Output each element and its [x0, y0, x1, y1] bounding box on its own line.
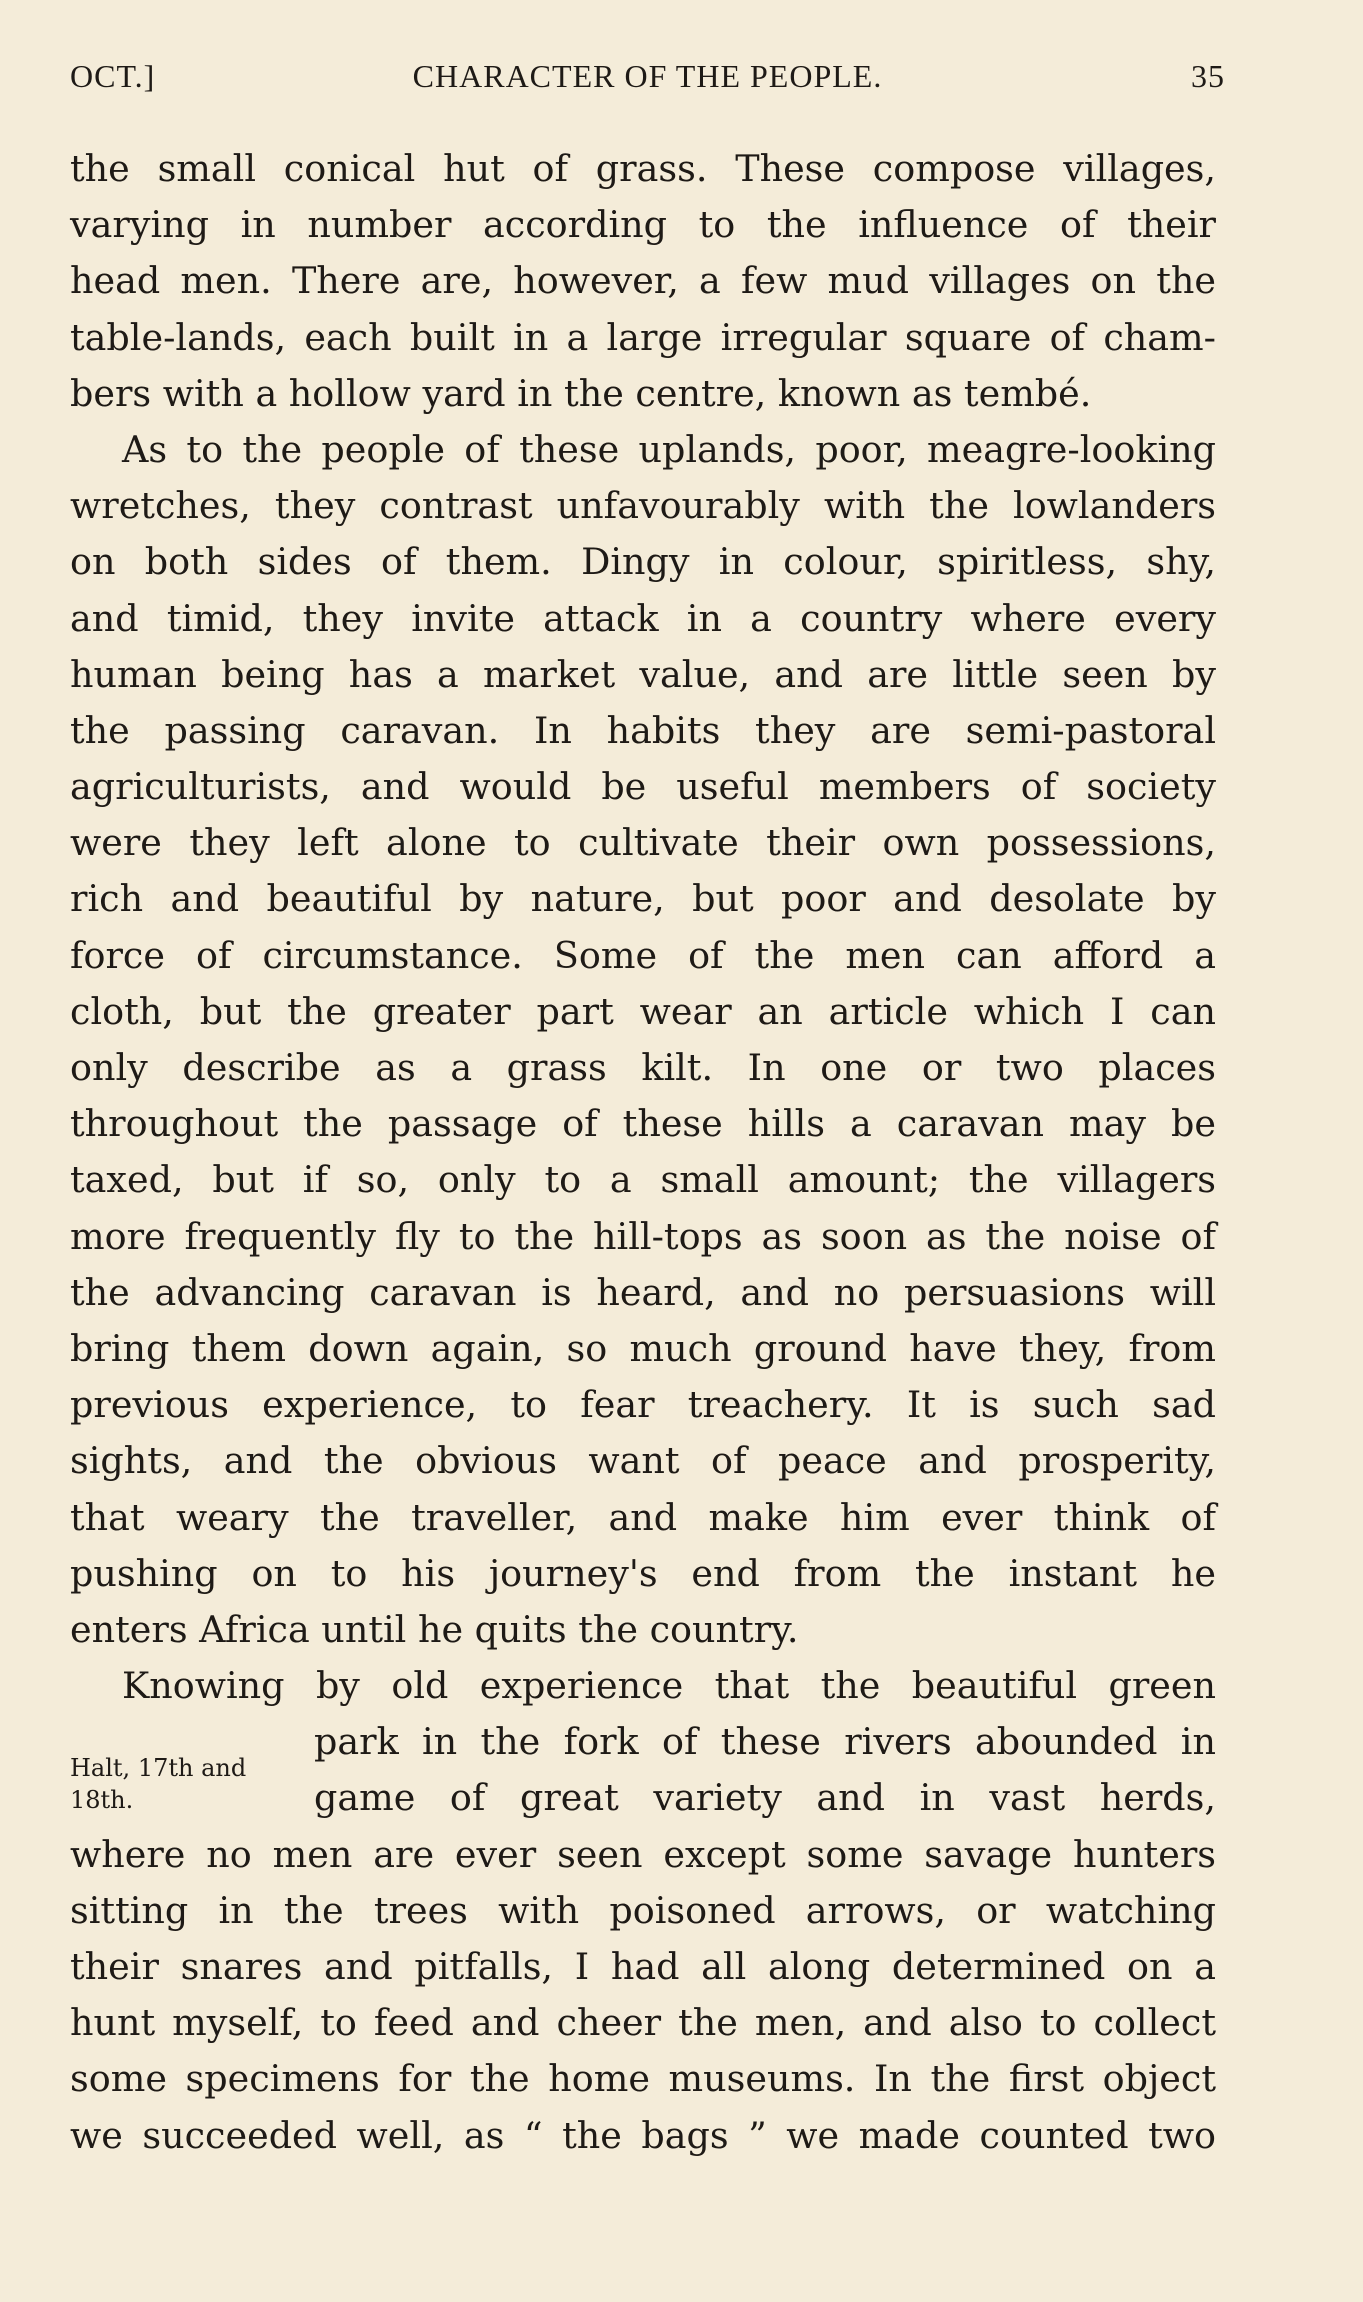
text-line: and timid, they invite attack in a country where every [70, 596, 1216, 640]
text-line: throughout the passage of these hills a caravan may be [70, 1102, 1216, 1146]
text-line: pushing on to his journey's end from the instant he [70, 1551, 1216, 1595]
text-line: agriculturists, and would be useful members of society [70, 765, 1216, 809]
text-line: sights, and the obvious want of peace and prosperity, [70, 1439, 1216, 1483]
text-line: game of great variety and in vast herds, [314, 1776, 1216, 1820]
text-line: more frequently fly to the hill-tops as soon as the noise of [70, 1214, 1216, 1258]
text-line: table-lands, each built in a large irregular square of cham- [70, 315, 1216, 359]
text-line: wretches, they contrast unfavourably with the lowlanders [70, 484, 1216, 528]
header-title: CHARACTER OF THE PEOPLE. [412, 58, 883, 94]
text-line: only describe as a grass kilt. In one or two places [70, 1046, 1216, 1089]
text-line: force of circumstance. Some of the men can afford a [70, 933, 1216, 977]
text-line: rich and beautiful by nature, but poor and desolate by [70, 877, 1216, 921]
text-line: previous experience, to fear treachery. It is such sad [70, 1383, 1216, 1427]
text-line: enters Africa until he quits the country. [70, 1607, 799, 1651]
text-line: As to the people of these uplands, poor, meagre-looking [122, 427, 1216, 471]
text-line: park in the fork of these rivers abounded in [314, 1720, 1216, 1764]
text-line: Knowing by old experience that the beautiful green [122, 1664, 1216, 1708]
text-line: bers with a hollow yard in the centre, known as tembé. [70, 371, 1092, 415]
header-month: OCT.] [70, 58, 156, 94]
text-line: sitting in the trees with poisoned arrows, or watching [70, 1888, 1216, 1932]
margin-note-line: 18th. [70, 1786, 134, 1814]
text-line: hunt myself, to feed and cheer the men, and also to collect [70, 2001, 1216, 2045]
text-line: where no men are ever seen except some savage hunters [70, 1832, 1216, 1876]
text-line: varying in number according to the influence of their [70, 203, 1216, 247]
text-line: the advancing caravan is heard, and no persuasions will [70, 1270, 1216, 1314]
margin-note-line: Halt, 17th and [70, 1754, 247, 1782]
text-line: the passing caravan. In habits they are semi-pastoral [70, 708, 1216, 752]
text-line: we succeeded well, as “ the bags ” we made counted two [70, 2113, 1216, 2157]
text-line: the small conical hut of grass. These compose villages, [70, 147, 1216, 190]
text-line: their snares and pitfalls, I had all along determined on a [70, 1945, 1216, 1988]
text-line: taxed, but if so, only to a small amount; the villagers [70, 1158, 1216, 1202]
text-line: were they left alone to cultivate their own possessions, [70, 821, 1216, 865]
text-line: cloth, but the greater part wear an article which I can [70, 989, 1216, 1033]
body-text [70, 141, 1216, 2164]
page-number: 35 [1191, 58, 1225, 94]
text-line: head men. There are, however, a few mud villages on the [70, 259, 1216, 303]
text-line: bring them down again, so much ground have they, from [70, 1326, 1216, 1370]
text-line: human being has a market value, and are little seen by [70, 652, 1216, 696]
text-line: on both sides of them. Dingy in colour, spiritless, shy, [70, 540, 1216, 584]
text-line: some specimens for the home museums. In the first object [70, 2057, 1216, 2101]
text-line: that weary the traveller, and make him ever think of [70, 1495, 1216, 1539]
